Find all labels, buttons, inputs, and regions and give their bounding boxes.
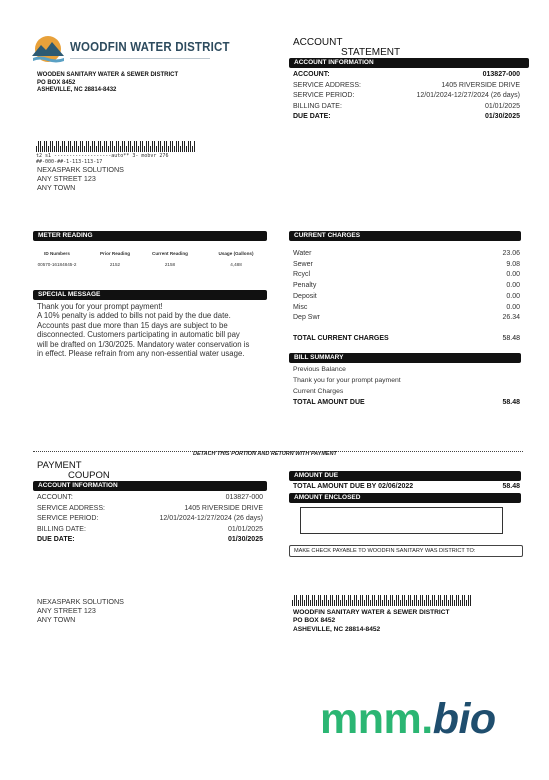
charge-label: Deposit xyxy=(293,292,317,300)
meter-column-header: ID Numbers xyxy=(44,251,70,256)
account-info-label: BILLING DATE: xyxy=(293,102,342,110)
total-current-charges xyxy=(293,334,520,343)
charge-row xyxy=(293,260,520,269)
remit-line1: WOODFIN SANITARY WATER & SEWER DISTRICT xyxy=(293,609,450,616)
coupon-customer-town: ANY TOWN xyxy=(37,614,76,624)
current-charges-header: CURRENT CHARGES xyxy=(289,231,521,241)
coupon-title xyxy=(37,460,110,481)
customer-address xyxy=(37,166,124,192)
special-message-line: will be drafted on 1/30/2025. Mandatory water conservation is xyxy=(37,339,250,349)
watermark-part1: mnm. xyxy=(320,695,433,743)
coupon-account-label: ACCOUNT: xyxy=(37,494,73,501)
coupon-account-row xyxy=(37,525,263,534)
statement-title xyxy=(293,37,400,58)
special-message-line: A 10% penalty is added to bills not paid by the due date. xyxy=(37,311,231,321)
charge-value: 9.08 xyxy=(506,260,520,268)
coupon-account-value: 013827-000 xyxy=(225,494,263,501)
bill-summary-line: Thank you for your prompt payment xyxy=(293,377,401,384)
coupon-title-line1: PAYMENT xyxy=(37,460,82,471)
charge-row xyxy=(293,249,520,258)
meter-column-header: Current Reading xyxy=(152,251,188,256)
account-info-label: SERVICE ADDRESS: xyxy=(293,81,361,89)
coupon-customer-name: NEXASPARK SOLUTIONS xyxy=(37,597,124,606)
special-message-line: in effect. Please refrain from any non-essential water usage. xyxy=(37,349,245,359)
amount-enclosed-header: AMOUNT ENCLOSED xyxy=(289,493,521,503)
postal-barcode xyxy=(36,140,196,152)
total-amount-due-value: 58.48 xyxy=(502,399,520,406)
charge-value: 0.00 xyxy=(506,292,520,300)
charge-label: Misc xyxy=(293,303,308,311)
meter-cell: 4,488 xyxy=(230,262,242,267)
statement-title-line1: ACCOUNT xyxy=(293,37,343,48)
district-logo xyxy=(30,34,230,68)
special-message-line: disconnected. Customers participating in automatic bill pay xyxy=(37,330,240,340)
account-info-value: 01/30/2025 xyxy=(484,113,520,121)
total-amount-due xyxy=(293,398,520,407)
remit-line2: PO BOX 8452 xyxy=(293,617,336,625)
charge-label: Water xyxy=(293,250,312,257)
watermark-logo xyxy=(320,696,496,742)
detach-text: DETACH THIS PORTION AND RETURN WITH PAYMENT xyxy=(193,451,337,457)
charge-value: 0.00 xyxy=(506,271,520,279)
coupon-account-label: SERVICE ADDRESS: xyxy=(37,504,105,512)
account-info-row xyxy=(293,81,520,90)
coupon-customer-street: ANY STREET 123 xyxy=(37,605,96,615)
logo-mountain-icon xyxy=(30,34,66,66)
special-message-line: Thank you for your prompt payment! xyxy=(37,302,163,311)
account-info-header: ACCOUNT INFORMATION xyxy=(289,58,529,68)
account-info-label: DUE DATE: xyxy=(293,113,331,121)
coupon-account-label: BILLING DATE: xyxy=(37,525,86,533)
charge-value: 26.34 xyxy=(502,314,520,322)
charge-value: 0.00 xyxy=(506,303,520,311)
customer-name: NEXASPARK SOLUTIONS xyxy=(37,165,124,174)
account-info-value: 12/01/2024-12/27/2024 (26 days) xyxy=(416,92,520,100)
meter-reading-header: METER READING xyxy=(33,231,267,241)
special-message-text xyxy=(37,302,273,358)
total-current-charges-value: 58.48 xyxy=(502,335,520,342)
bill-summary-line: Current Charges xyxy=(293,388,344,395)
coupon-account-header: ACCOUNT INFORMATION xyxy=(33,481,267,491)
special-message-header: SPECIAL MESSAGE xyxy=(33,290,267,300)
watermark-part2: bio xyxy=(432,695,496,743)
charge-label: Sewer xyxy=(293,260,313,268)
bill-summary-header: BILL SUMMARY xyxy=(289,353,521,363)
charge-row xyxy=(293,303,520,312)
amount-due-value: 58.48 xyxy=(502,483,520,490)
amount-due-label: TOTAL AMOUNT DUE BY 02/06/2022 xyxy=(293,483,414,490)
account-info-row xyxy=(293,112,520,121)
district-address xyxy=(37,72,178,95)
customer-town: ANY TOWN xyxy=(37,182,76,192)
charge-label: Rcycl xyxy=(293,271,311,279)
account-info-value: 013827-000 xyxy=(482,71,520,78)
bill-summary-line: Previous Balance xyxy=(293,366,346,373)
district-line3: ASHEVILLE, NC 28814-8432 xyxy=(37,87,117,93)
district-line2: PO BOX 8452 xyxy=(37,79,76,86)
charge-row xyxy=(293,313,520,322)
coupon-account-label: SERVICE PERIOD: xyxy=(37,515,99,523)
coupon-account-value: 01/01/2025 xyxy=(227,525,263,533)
account-info-row xyxy=(293,102,520,111)
remit-address xyxy=(293,609,450,634)
coupon-account-value: 1405 RIVERSIDE DRIVE xyxy=(184,504,263,512)
meter-cell: 00570-16184845-2 xyxy=(37,262,77,267)
account-info-label: ACCOUNT: xyxy=(293,71,330,78)
meter-cell: 2152 xyxy=(109,262,121,267)
coupon-title-line2: COUPON xyxy=(68,470,110,481)
mail-code-line1: t2 s1 -------------------auto** 3- mobvr 276 xyxy=(36,153,169,159)
meter-cell: 2158 xyxy=(164,262,176,267)
charge-value: 23.06 xyxy=(502,250,520,257)
total-amount-due-label: TOTAL AMOUNT DUE xyxy=(293,399,365,406)
district-line1: WOODEN SANITARY WATER & SEWER DISTRICT xyxy=(37,72,179,78)
coupon-account-row xyxy=(37,535,263,544)
customer-street: ANY STREET 123 xyxy=(37,173,96,183)
charge-row xyxy=(293,270,520,279)
mail-code-line2: ##-000-##-1-113-113-17 xyxy=(36,159,103,165)
coupon-account-value: 01/30/2025 xyxy=(227,536,263,544)
charge-row xyxy=(293,292,520,301)
coupon-customer-address xyxy=(37,598,124,624)
total-current-charges-label: TOTAL CURRENT CHARGES xyxy=(293,335,389,342)
meter-column-header: Prior Reading xyxy=(99,251,131,256)
mail-code-block xyxy=(36,153,168,165)
account-info-value: 1405 RIVERSIDE DRIVE xyxy=(441,81,520,89)
logo-name: WOODFIN WATER DISTRICT xyxy=(70,40,230,54)
coupon-account-row xyxy=(37,504,263,513)
amount-enclosed-input[interactable] xyxy=(300,507,503,534)
coupon-account-label: DUE DATE: xyxy=(37,536,75,544)
logo-underline xyxy=(70,58,210,59)
coupon-account-row xyxy=(37,493,263,502)
account-info-value: 01/01/2025 xyxy=(484,102,520,110)
special-message-line: Accounts past due more than 15 days are subject to be xyxy=(37,320,228,330)
meter-column-header: Usage (Gallons) xyxy=(218,251,254,256)
account-info-label: SERVICE PERIOD: xyxy=(293,92,355,100)
check-payable-box xyxy=(289,545,523,557)
coupon-account-row xyxy=(37,514,263,523)
charge-row xyxy=(293,281,520,290)
remit-line3: ASHEVILLE, NC 28814-8452 xyxy=(293,625,381,633)
remit-barcode xyxy=(292,594,472,606)
coupon-account-value: 12/01/2024-12/27/2024 (26 days) xyxy=(159,515,263,523)
statement-title-line2: STATEMENT xyxy=(341,47,401,58)
account-info-row xyxy=(293,70,520,79)
amount-due-row xyxy=(293,482,520,491)
charge-label: Dep Swr xyxy=(293,314,320,322)
check-payable-text: MAKE CHECK PAYABLE TO WOODFIN SANITARY WAS DISTRICT TO: xyxy=(294,548,476,554)
charge-label: Penalty xyxy=(293,282,317,290)
account-info-row xyxy=(293,91,520,100)
amount-due-header: AMOUNT DUE xyxy=(289,471,521,481)
charge-value: 0.00 xyxy=(506,282,520,290)
